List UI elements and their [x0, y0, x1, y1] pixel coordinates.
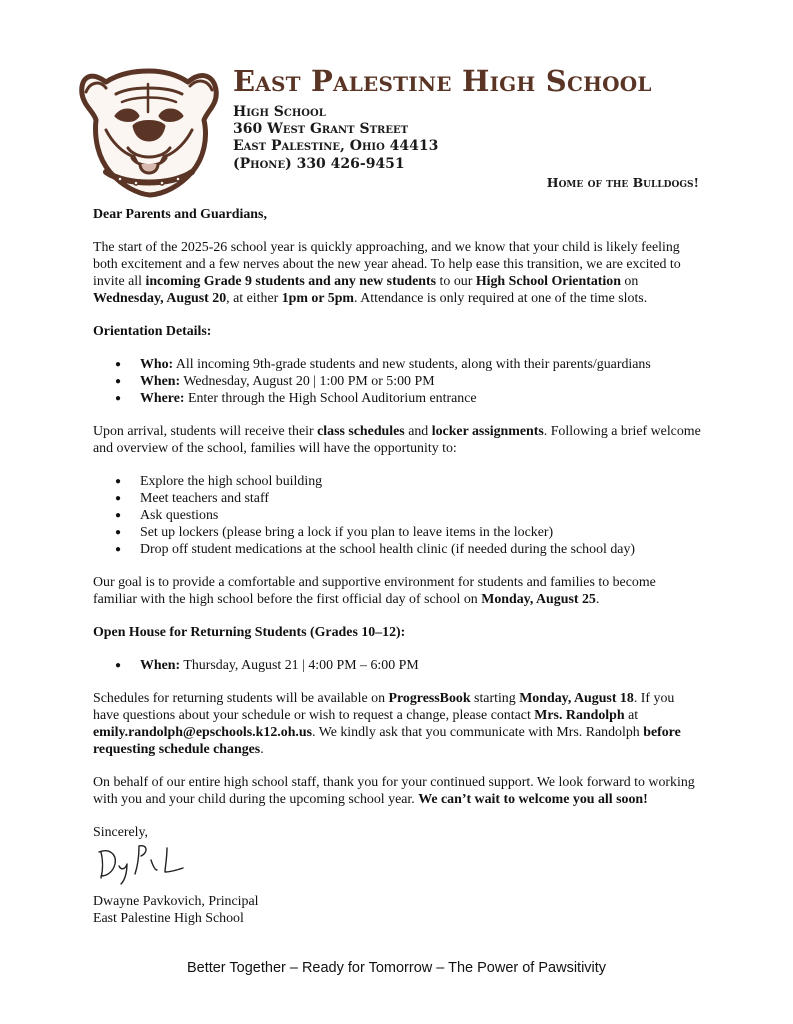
- bulldog-logo-icon: [76, 60, 222, 198]
- schedules-paragraph: Schedules for returning students will be available on ProgressBook starting Monday, August 18. If you have questions about your schedule or wish to request a change, please contact Mrs. Randolph at emily.randolph@epschools.k12.oh.us. We kindly ask that you communicate with Mrs. Randolph before requesting schedule changes.: [93, 691, 681, 757]
- goal-paragraph: Our goal is to provide a comfortable and supportive environment for students and families to become familiar with the high school before the first official day of school on Monday, August 25.: [93, 575, 656, 607]
- list-item: ● When: Thursday, August 21 | 4:00 PM – 6:00 PM: [93, 657, 703, 674]
- list-item: ● Where: Enter through the High School Auditorium entrance: [93, 390, 703, 407]
- address-line-1: High School: [233, 104, 326, 120]
- footer-tagline: Better Together – Ready for Tomorrow – The Power of Pawsitivity: [186, 960, 607, 976]
- address-line-3: East Palestine, Ohio 44413: [233, 138, 439, 154]
- activities-list: [93, 473, 703, 558]
- open-house-heading: Open House for Returning Students (Grades 10–12):: [93, 625, 406, 640]
- list-item: ● Drop off student medications at the school health clinic (if needed during the school day): [93, 541, 703, 558]
- sign-off: Sincerely,: [93, 825, 149, 840]
- list-item: ● Set up lockers (please bring a lock if you plan to leave items in the locker): [93, 524, 703, 541]
- list-item: ● Meet teachers and staff: [93, 490, 703, 507]
- list-item: ● Explore the high school building: [93, 473, 703, 490]
- signer-organization: East Palestine High School: [93, 911, 244, 926]
- signer-block: [93, 893, 259, 927]
- school-name: East Palestine High School: [233, 64, 652, 98]
- list-item: ● Ask questions: [93, 507, 703, 524]
- signature-icon: [95, 840, 185, 886]
- open-house-list: [93, 657, 703, 674]
- address-line-2: 360 West Grant Street: [233, 121, 409, 137]
- signer-name: Dwayne Pavkovich, Principal: [93, 894, 259, 909]
- letter-body: [93, 206, 703, 841]
- orientation-details-list: [93, 356, 703, 407]
- list-item: ● Who: All incoming 9th-grade students and new students, along with their parents/guardians: [93, 356, 703, 373]
- school-motto: Home of the Bulldogs!: [546, 175, 699, 190]
- phone-line: (Phone) 330 426-9451: [233, 156, 405, 172]
- intro-paragraph: The start of the 2025-26 school year is quickly approaching, and we know that your child is likely feeling both excitement and a few nerves about the new year ahead. To help ease this transition, we are excited to invite all incoming Grade 9 students and any new students to our High School Orientation on Wednesday, August 20, at either 1pm or 5pm. Attendance is only required at one of the time slots.: [93, 240, 681, 306]
- salutation: Dear Parents and Guardians,: [93, 207, 267, 222]
- orientation-heading: Orientation Details:: [93, 324, 212, 339]
- list-item: ● When: Wednesday, August 20 | 1:00 PM or 5:00 PM: [93, 373, 703, 390]
- arrival-paragraph: Upon arrival, students will receive their class schedules and locker assignments. Following a brief welcome and overview of the school, families will have the opportunity to:: [93, 424, 701, 456]
- closing-paragraph: On behalf of our entire high school staff, thank you for your continued support. We look forward to working with you and your child during the upcoming school year. We can’t wait to welcome you all soon!: [93, 775, 695, 807]
